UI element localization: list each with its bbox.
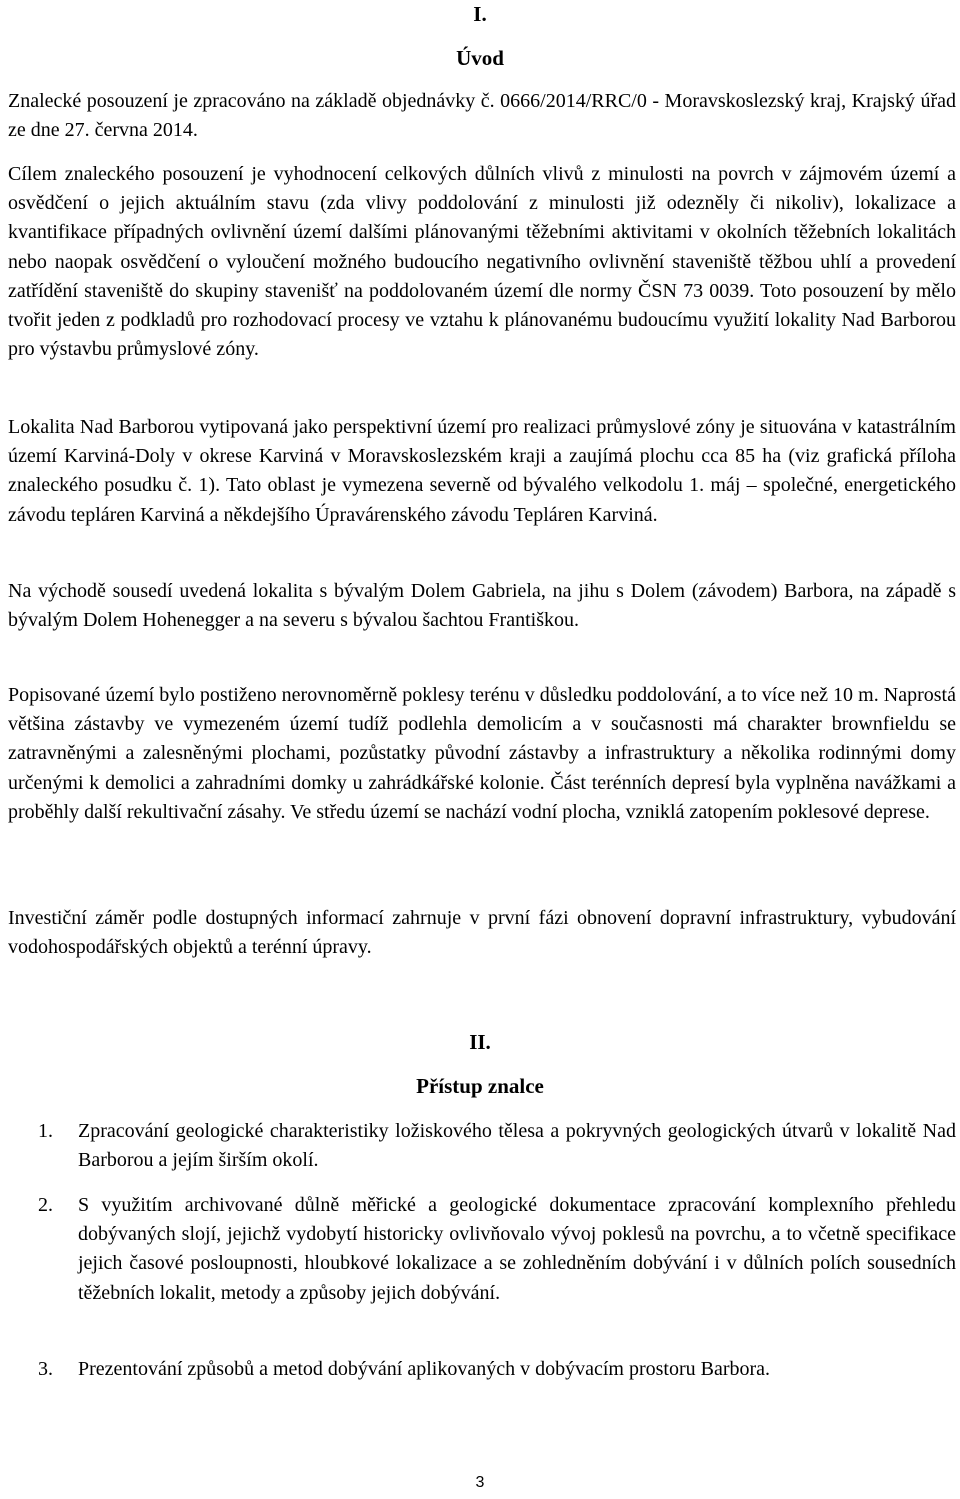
intro-paragraph-5: Popisované území bylo postiženo nerovnoměrně poklesy terénu v důsledku poddolování, a to více než 10 m. Naprostá většina zástavby ve vymezeném území tudíž podlehla demolicím a v současnosti má charakter brownfieldu se zatravněnými a zalesněnými plochami, pozůstatky původní zástavby a infrastruktury a několika rodinnými domy určenými k demolici a zahradními domky u zahrádkářské kolonie. Část terénních depresí byla vyplněna navážkami a proběhly další rekultivační zásahy. Ve středu území se nachází vodní plocha, vzniklá zatopením poklesové deprese.: [8, 684, 956, 823]
section-2-title: Přístup znalce: [416, 1074, 544, 1098]
intro-paragraph-3: Lokalita Nad Barborou vytipovaná jako perspektivní území pro realizaci průmyslové zóny je situována v katastrálním území Karviná-Doly v okrese Karviná v Moravskoslezském kraji a zaujímá plochu cca 85 ha (viz grafická příloha znaleckého posudku č. 1). Tato oblast je vymezena severně od bývalého velkodolu 1. máj – společné, energetického závodu tepláren Karviná a někdejšího Úpravárenského závodu Tepláren Karviná.: [8, 416, 956, 526]
list-item-text: Prezentování způsobů a metod dobývání aplikovaných v dobývacím prostoru Barbora.: [78, 1358, 771, 1380]
section-2-number: II.: [469, 1030, 491, 1054]
section-1-title: Úvod: [456, 46, 504, 70]
intro-paragraph-6: Investiční záměr podle dostupných informací zahrnuje v první fázi obnovení dopravní infrastruktury, vybudování vodohospodářských objektů a terénní úpravy.: [8, 907, 956, 959]
intro-paragraph-1: Znalecké posouzení je zpracováno na základě objednávky č. 0666/2014/RRC/0 - Moravskoslezský kraj, Krajský úřad ze dne 27. června 2014.: [8, 90, 956, 142]
list-item-text: Zpracování geologické charakteristiky ložiskového tělesa a pokryvných geologických útvarů v lokalitě Nad Barborou a jejím širším okolí.: [78, 1120, 956, 1172]
list-item-number: 2.: [38, 1194, 53, 1216]
list-item-text: S využitím archivované důlně měřické a geologické dokumentace zpracování komplexního přehledu dobývaných slojí, jejichž vydobytí historicky ovlivňovalo vývoj poklesů na povrchu, a to včetně specifikace jejich časové posloupnosti, hloubkové lokalizace a se zohledněním dobývání i v důlních polích sousedních těžebních lokalit, metody a způsoby jejich dobývání.: [78, 1194, 956, 1304]
page-number: 3: [475, 1474, 485, 1491]
list-item-number: 1.: [38, 1120, 53, 1142]
intro-paragraph-4: Na východě sousedí uvedená lokalita s bývalým Dolem Gabriela, na jihu s Dolem (závodem) Barbora, na západě s bývalým Dolem Hohenegger a na severu s bývalou šachtou Františkou.: [8, 580, 956, 632]
list-item-number: 3.: [38, 1358, 53, 1380]
intro-paragraph-2: Cílem znaleckého posouzení je vyhodnocení celkových důlních vlivů z minulosti na povrch v zájmovém území a osvědčení o jejich aktuálním stavu (zda vlivy poddolování z minulosti již odezněly či nikoliv), lokalizace a kvantifikace případných ovlivnění území dalšími plánovanými těžebními aktivitami v okolních těžebních lokalitách nebo naopak osvědčení o vyloučení možného budoucího negativního ovlivnění staveniště těžbou uhlí a provedení zatřídění staveniště do skupiny stavenišť na poddolovaném území dle normy ČSN 73 0039. Toto posouzení by mělo tvořit jeden z podkladů pro rozhodovací procesy ve vztahu k plánovanému budoucímu využití lokality Nad Barborou pro výstavbu průmyslové zóny.: [8, 163, 956, 361]
section-1-number: I.: [473, 2, 487, 26]
